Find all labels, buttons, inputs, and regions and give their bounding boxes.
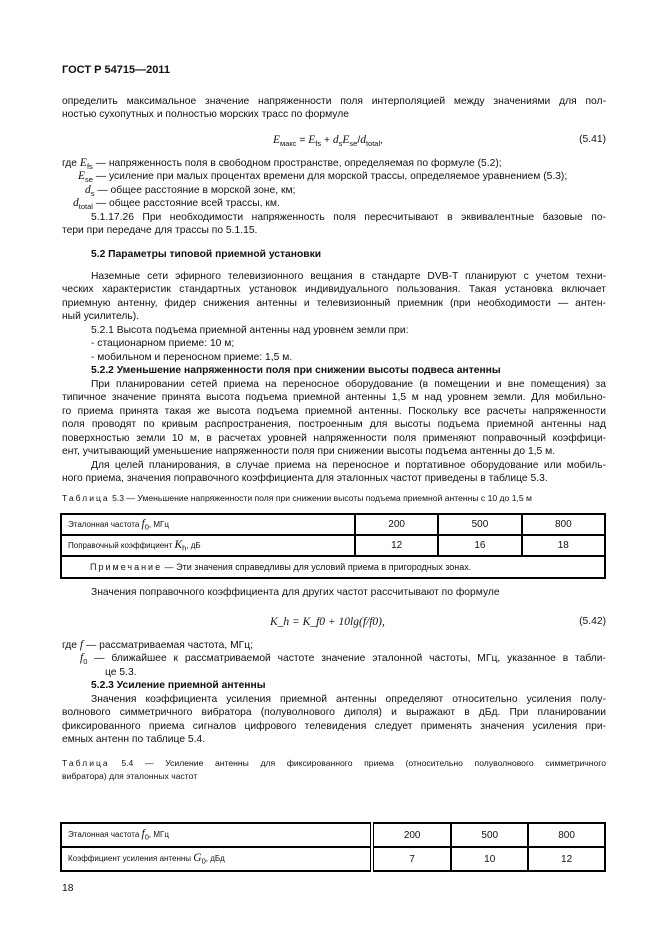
definition: — рассматриваемая частота, МГц; (85, 640, 254, 651)
text-line: фиксированного приема сигналов цифрового телевидения следует применять значения усиления при- (62, 721, 606, 732)
text-line: Значения поправочного коэффициента для других частот рассчитывают по формуле (91, 587, 500, 598)
definition: — ближайшее к рассматриваемой частоте значение эталонной частоты, МГц, указанное в табли- (94, 653, 606, 664)
text-line: - стационарном приеме: 10 м; (91, 338, 235, 349)
text-line: тери при передаче для трассы по 5.1.15. (62, 225, 258, 236)
text-line: приемную антенну, фидер снижения антенны и телевизионный приемник (при необходимости — антен- (62, 298, 606, 309)
text-line: поля проводят по кривым распространения, построенным для высоты подъема приемной антенны над (62, 419, 606, 430)
text-line: волнового симметричного вибратора (полуволнового диполя) и выражают в дБд. При планировании (62, 707, 606, 718)
text-line: Наземные сети эфирного телевизионного вещания в стандарте DVB-T планируют с учетом техни- (91, 271, 606, 282)
where-label: где (62, 158, 78, 169)
formula-expression: K_h = K_f0 + 10lg(f/f0), (270, 616, 385, 628)
text-line: ного приема, значения поправочного коэффициента для эталонных частот приведены в таблице 5.3. (62, 473, 548, 484)
definition: — усиление при малых процентах времени для морской трассы, определяемое уравнением (5.3); (95, 171, 568, 182)
text-line: ческих характеристик стандартных установок индивидуального пользования. Такая установка включает (62, 284, 606, 295)
text-line: - мобильном и переносном приеме: 1,5 м. (91, 352, 293, 363)
table-5-3 (60, 513, 606, 579)
text-line: типичное значение принята высота подъема приемной антенны 1,5 м над уровнем земли. Для мобильно- (62, 392, 606, 403)
table-5-4-caption: вибратора) для эталонных частот (62, 771, 198, 781)
section-heading-5-2-3: 5.2.3 Усиление приемной антенны (91, 680, 266, 691)
definition: — напряженность поля в свободном пространстве, определяемая по формуле (5.2); (95, 158, 502, 169)
definition: це 5.3. (105, 667, 137, 678)
text-line: При планировании сетей приема на переносное оборудование (в помещении и вне помещения) за (91, 379, 606, 390)
definition: — общее расстояние в морской зоне, км; (97, 185, 296, 196)
definition: — общее расстояние всей трассы, км. (95, 198, 280, 209)
table-row: Коэффициент усиления антенны $G_0$, дБд 7 10 12 (61, 847, 605, 871)
page-number: 18 (62, 883, 74, 894)
section-heading-5-2-2: 5.2.2 Уменьшение напряженности поля при снижении высоты подвеса антенны (91, 365, 501, 376)
text-line: го приема принята такая же высота подъема приемной антенны. Поскольку все расчеты напряженности (62, 406, 606, 417)
text-line: ностью сухопутных и полностью морских трасс по формуле (62, 109, 349, 120)
table-note: Примечание — Эти значения справедливы для условий приема в пригородных зонах. (61, 556, 605, 578)
formula-number: (5.42) (579, 616, 606, 627)
formula-number: (5.41) (579, 134, 606, 145)
table-5-4-caption: Таблица 5.4 — Усиление антенны для фиксированного приема (относительно полуволнового симметричного (62, 758, 606, 768)
text-line: 5.1.17.26 При необходимости напряженность поля пересчитывают в эквивалентные базовые по- (91, 212, 606, 223)
table-row: Поправочный коэффициент $K_h$, дБ 12 16 18 (61, 535, 605, 556)
text-line: определить максимальное значение напряженности поля интерполяцией между значениями для пол- (62, 96, 606, 107)
text-line: Для целей планирования, в случае приема на переносное и портативное оборудование или мобиль- (91, 460, 606, 471)
text-line: ный усилитель). (62, 311, 140, 322)
table-5-3-caption: Таблица 5.3 — Уменьшение напряженности поля при снижении высоты подъема приемной антенны с 10 до 1,5 м (62, 493, 532, 503)
text-line: ент, учитывающий уменьшение напряженности поля при снижении высоты подъема антенны до 1,5 м. (62, 446, 556, 457)
table-row: Эталонная частота $f_0$, МГц 200 500 800 (61, 823, 605, 847)
table-5-4 (60, 822, 606, 872)
section-heading-5-2: 5.2 Параметры типовой приемной установки (91, 249, 322, 260)
document-page: ГОСТ Р 54715—2011 определить максимальное значение напряженности поля интерполяцией между значениями для пол- ностью сухопутных и полностью морских трасс по формуле $E_{макс} = E_{fs} + d_sE_{se}/d_{total}$, (5.41) где $E_{fs}$ — напряженность поля в свободном пространстве, определяемая по формуле (5.2); $E_{se}$ — усиление при малых процентах времени для морской трассы, определяемое уравнением (5.3); $d_s$ — общее расстояние в морской зоне, км; $d_{total}$ — общее расстояние всей трассы, км. 5.1.17.26 При необходимости напряженность поля пересчитывают в эквивалентные базовые по- тери при передаче для трассы по 5.1.15. 5.2 Параметры типовой приемной установки Наземные сети эфирного телевизионного вещания в стандарте DVB-T планируют с учетом техни- ческих характеристик стандартных установок индивидуального пользования. Такая установка включает приемную антенну, фидер снижения антенны и телевизионный приемник (при необходимости — антен- ный усилитель). 5.2.1 Высота подъема приемной антенны над уровнем земли при: - стационарном приеме: 10 м; - мобильном и переносном приеме: 1,5 м. 5.2.2 Уменьшение напряженности поля при снижении высоты подвеса антенны При планировании сетей приема на переносное оборудование (в помещении и вне помещения) за типичное значение принята высота подъема приемной антенны 1,5 м над уровнем земли. Для мобильно- го приема принята такая же высота подъема приемной антенны. Поскольку все расчеты напряженности поля проводят по кривым распространения, построенным для высоты подъема приемной антенны над поверхностью земли 10 м, в расчетах уровней напряженности поля применяют поправочный коэффици- ент, учитывающий уменьшение напряженности поля при снижении высоты подъема антенны до 1,5 м. Для целей планирования, в случае приема на переносное и портативное оборудование или мобиль- ного приема, значения поправочного коэффициента для эталонных частот приведены в таблице 5.3. Таблица 5.3 — Уменьшение напряженности поля при снижении высоты подъема приемной антенны с 10 до 1,5 м Эталонная частота $f_0$, МГц 200 500 800 Поправочный коэффициент $K_h$, дБ 12 16 18 Примечание — Эти значения справедливы для условий приема в пригородных зонах. Значения поправочного коэффициента для других частот рассчитывают по формуле K_h = K_f0 + 10lg(f/f0), (5.42) где f — рассматриваемая частота, МГц; $f_0$ — ближайшее к рассматриваемой частоте значение эталонной частоты, МГц, указанное в табли- це 5.3. 5.2.3 Усиление приемной антенны Значения коэффициента усиления приемной антенны определяют относительно усиления полу- волнового симметричного вибратора (полуволнового диполя) и выражают в дБд. При планировании фиксированного приема сигналов цифрового телевидения следует применять значения усиления при- емных антенн по таблице 5.4. Таблица 5.4 — Усиление антенны для фиксированного приема (относительно полуволнового симметричного вибратора) для эталонных частот Эталонная частота $f_0$, МГц 200 500 800 Коэффициент усиления антенны $G_0$, дБд 7 10 12 18 (0, 0, 661, 935)
document-header: ГОСТ Р 54715—2011 (62, 64, 170, 76)
text-line: емных антенн по таблице 5.4. (62, 734, 206, 745)
text-line: поверхностью земли 10 м, в расчетах уровней напряженности поля применяют поправочный коэффици- (62, 433, 606, 444)
table-row: Эталонная частота $f_0$, МГц 200 500 800 (61, 514, 605, 535)
text-line: 5.2.1 Высота подъема приемной антенны над уровнем земли при: (91, 325, 409, 336)
text-line: Значения коэффициента усиления приемной антенны определяют относительно усиления полу- (91, 694, 606, 705)
